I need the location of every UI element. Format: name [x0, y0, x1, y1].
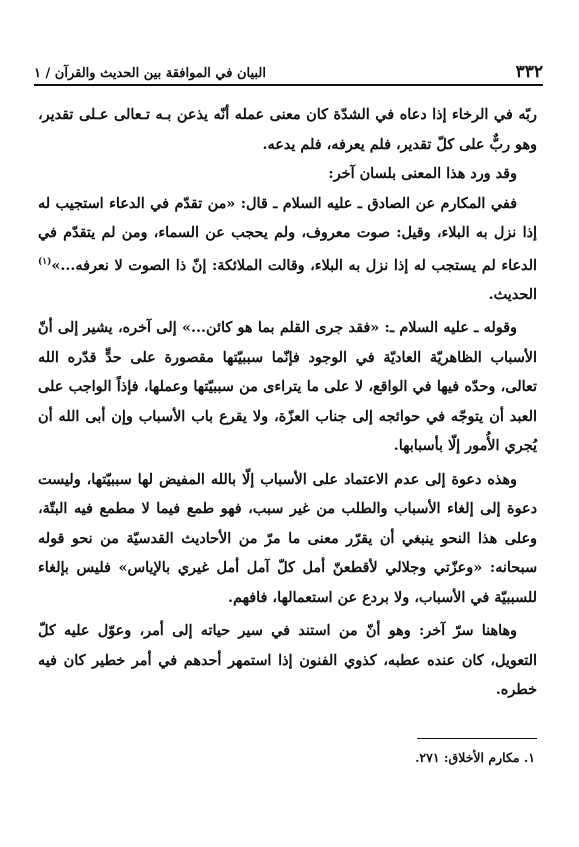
paragraph-5: وهذه دعوة إلى عدم الاعتماد على الأسباب إلّا بالله المفيض لها سببيّتها، وليست دعوة إلى إلغاء الأسباب والطلب من غير سبب، فهو طمع فيما لا مطمع فيه البتّة، وعلى هذا النحو ينبغي أن يقرّر معنى ما مرّ من الأحاديث القدسيّة من نحو قوله سبحانه: «وعزّتي وجلالي لأقطعنّ أمل كلّ آمل أمل غيري بالإياس» فليس بإلغاء للسببيّة في الأسباب، ولا بردع عن استعمالها، فافهم. — [38, 470, 538, 606]
paragraph-6: وهاهنا سرّ آخر: وهو أنّ من استند في سير حياته إلى أمر، وعوّل عليه كلّ التعويل، كان عنده عطبه، كذوي الفنون إذا استمهر أحدهم في أمر خطير كان فيه خطره. — [38, 622, 537, 699]
main-text — [38, 100, 537, 705]
footnote-divider — [417, 738, 537, 739]
paragraph-1: ربّه في الرخاء إذا دعاه في الشدّة كان معنى عمله أنّه يذعن بـه تـعالى عـلى تقدير، وهو ربٌّ على كلّ تقدير، فلم يعرفه، فلم يدعه. — [38, 106, 537, 153]
paragraph-3-tail: الحديث. — [488, 285, 537, 303]
paragraph-4: وقوله ـ عليه السلام ـ: «فقد جرى القلم بما هو كائن...» إلى آخره، يشير إلى أنّ الأسباب الظاهريّة العاديّة في الوجود فإنّما سببيّتها مقصورة على حدٍّ قدّره الله تعالى، وحدّه فيها في الواقع، لا على ما يتراءى من سببيّتها وعملها، فإذاً الواجب على العبد أن يتوجّه في حوائجه إلى جناب العزّة، ولا يقرع باب الأسباب وإن أبى الله أن يُجري الأُمور إلّا بأسبابها. — [38, 319, 537, 455]
page-number: ٣٣٢ — [515, 62, 543, 82]
paragraph-3 — [38, 189, 537, 310]
footnote-ref[interactable]: (١) — [38, 256, 52, 267]
page-header — [34, 58, 543, 86]
running-title: البيان في الموافقة بين الحديث والقرآن / ١ — [34, 66, 266, 81]
footnote: ١. مكارم الأخلاق: ٢٧١. — [415, 750, 535, 765]
paragraph-2: وقد ورد هذا المعنى بلسان آخر: — [328, 165, 517, 182]
paragraph-3-text: ففي المكارم عن الصادق ـ عليه السلام ـ قال: «من تقدّم في الدعاء استجيب له إذا نزل به البلاء، وقيل: صوت معروف، ولم يحجب عن السماء، ومن لم يتقدّم في الدعاء لم يستجب له إذا نزل به البلاء، وقالت الملائكة: إنّ ذا الصوت لا نعرفه...» — [38, 194, 537, 274]
